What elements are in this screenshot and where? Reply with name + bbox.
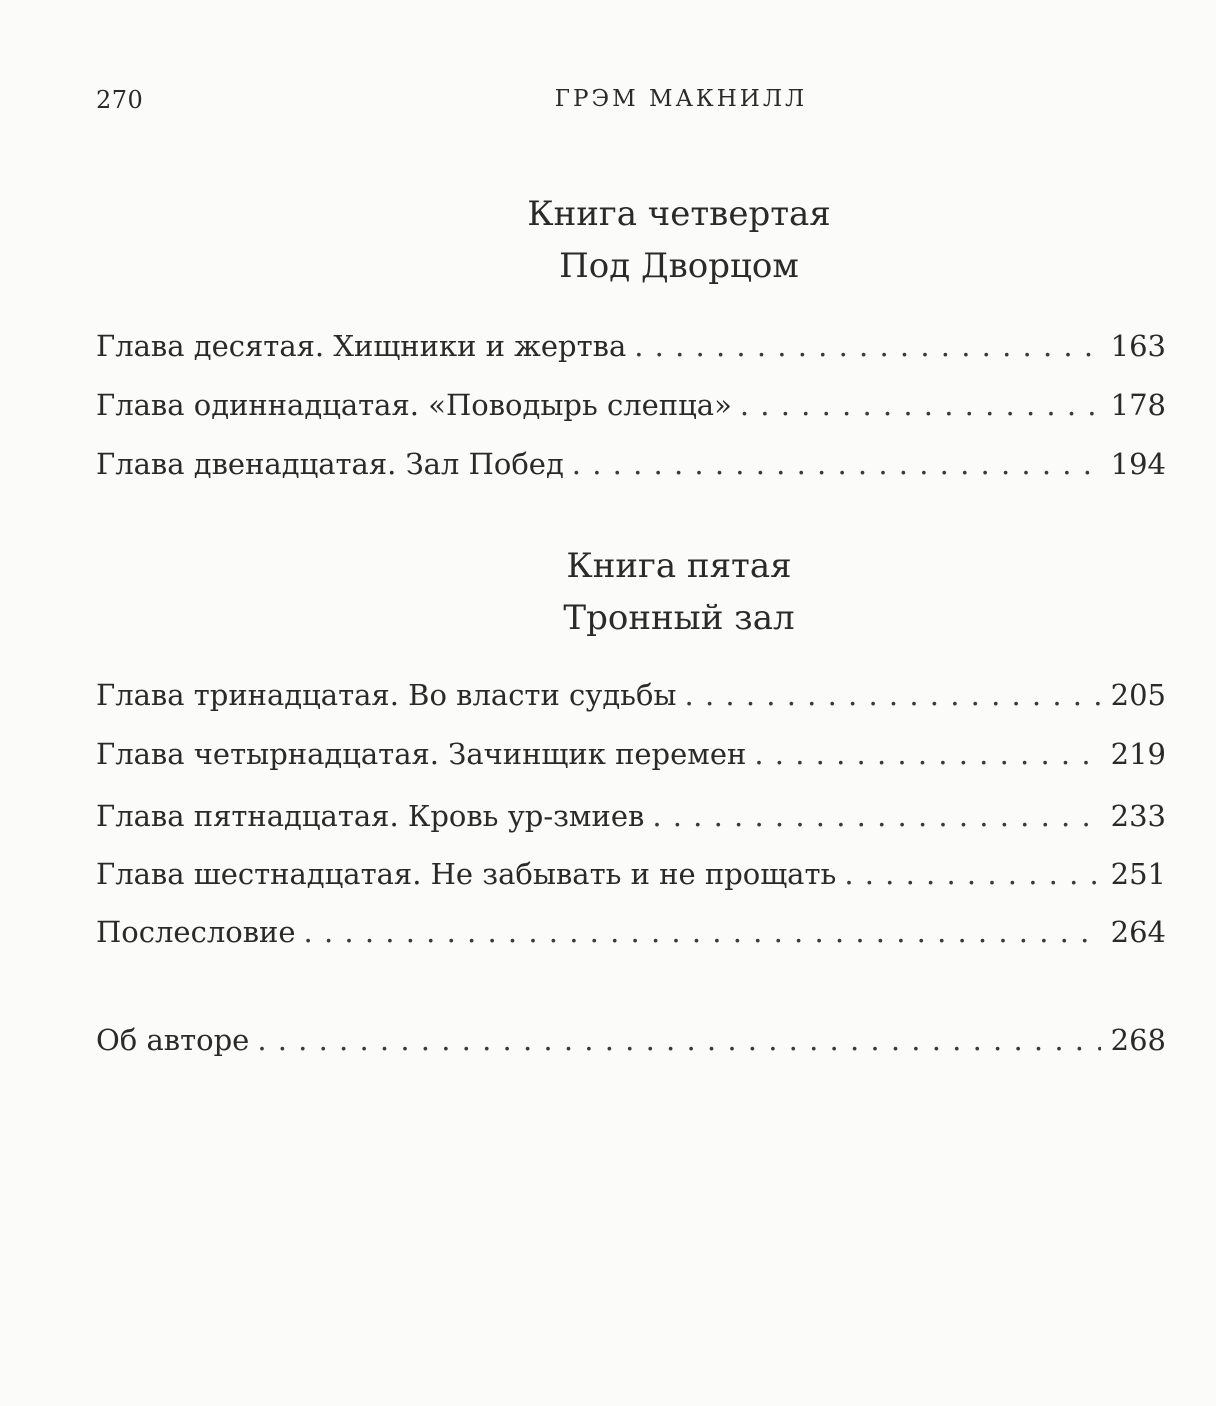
toc-entry — [96, 675, 1166, 715]
toc-entry-page: 194 — [1110, 447, 1166, 481]
book-subtitle: Тронный зал — [563, 598, 795, 638]
toc-entry-page: 178 — [1110, 388, 1166, 422]
toc-entry — [96, 444, 1166, 484]
toc-entry-page: 264 — [1110, 915, 1166, 949]
toc-entry-title: Глава десятая. Хищники и жертва — [96, 329, 627, 363]
toc-entry — [96, 854, 1166, 894]
book-subtitle: Под Дворцом — [559, 246, 799, 286]
dot-leader — [634, 326, 1100, 366]
book-heading — [96, 188, 1166, 292]
dot-leader — [740, 385, 1101, 425]
toc-entry-page: 205 — [1110, 678, 1166, 712]
toc-entry-title: Глава шестнадцатая. Не забывать и не прощать — [96, 857, 837, 891]
running-head — [96, 86, 1166, 126]
book-heading — [96, 540, 1166, 644]
toc-entry — [96, 796, 1166, 836]
dot-leader — [685, 675, 1101, 715]
dot-leader — [652, 796, 1100, 836]
dot-leader — [844, 854, 1100, 894]
dot-leader — [572, 444, 1101, 484]
toc-entry-title: Глава двенадцатая. Зал Побед — [96, 447, 564, 481]
toc-entry-title: Об авторе — [96, 1023, 250, 1057]
toc-entry-page: 163 — [1110, 329, 1166, 363]
toc-entry-title: Глава одиннадцатая. «Поводырь слепца» — [96, 388, 732, 422]
toc-entry — [96, 734, 1166, 774]
page-number: 270 — [96, 86, 144, 114]
dot-leader — [257, 1020, 1100, 1060]
dot-leader — [754, 734, 1100, 774]
toc-entry-about-author — [96, 1020, 1166, 1060]
toc-entry-page: 219 — [1110, 737, 1166, 771]
toc-entry-title: Глава пятнадцатая. Кровь ур-змиев — [96, 799, 645, 833]
toc-entry-title: Глава четырнадцатая. Зачинщик перемен — [96, 737, 747, 771]
toc-entry-title: Глава тринадцатая. Во власти судьбы — [96, 678, 677, 712]
toc-entry — [96, 912, 1166, 952]
toc-entry-page: 251 — [1110, 857, 1166, 891]
dot-leader — [304, 912, 1101, 952]
toc-entry-page: 268 — [1110, 1023, 1166, 1057]
book-title: Книга четвертая — [527, 194, 831, 234]
toc-entry-title: Послесловие — [96, 915, 296, 949]
book-title: Книга пятая — [566, 546, 792, 586]
running-head-author: ГРЭМ МАКНИЛЛ — [554, 86, 808, 112]
toc-entry-page: 233 — [1110, 799, 1166, 833]
toc-entry — [96, 326, 1166, 366]
toc-entry — [96, 385, 1166, 425]
